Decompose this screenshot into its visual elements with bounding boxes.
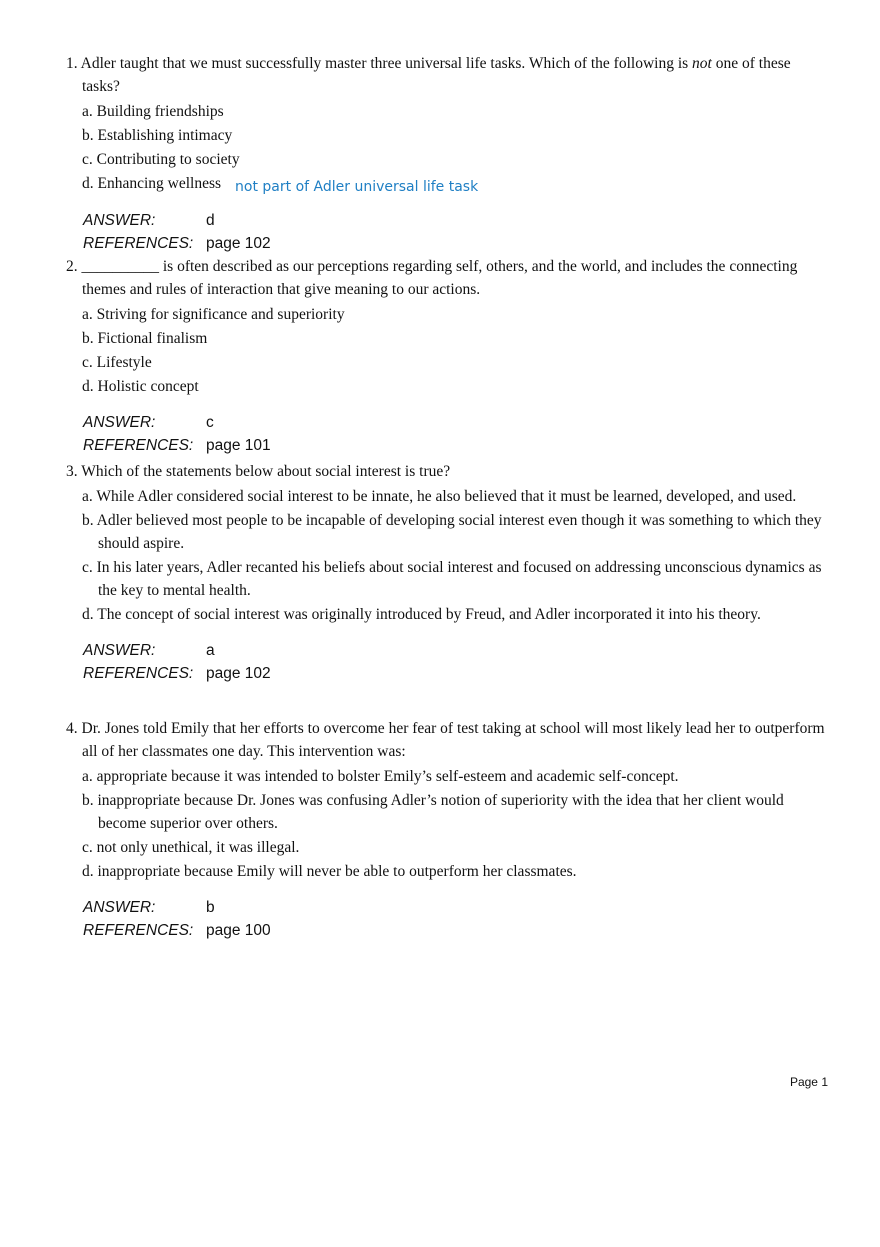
option-letter: c. xyxy=(82,559,93,576)
answer-label: ANSWER: xyxy=(83,899,156,916)
option-letter: d. xyxy=(82,863,94,880)
option-text: The concept of social interest was originally introduced by Freud, and Adler incorporated it into his theory. xyxy=(97,606,761,623)
option-text: inappropriate because Dr. Jones was confusing Adler’s notion of superiority with the idea that her client would become superior over others. xyxy=(97,792,784,832)
stem-emphasis: not xyxy=(692,55,712,72)
options-list xyxy=(66,100,826,196)
option-text: not only unethical, it was illegal. xyxy=(96,839,300,856)
option-d xyxy=(66,172,826,196)
page-number: Page 1 xyxy=(789,1075,828,1089)
option-c xyxy=(66,836,826,859)
question-number: 1. xyxy=(66,55,78,72)
question-2 xyxy=(66,255,826,457)
option-text: Adler believed most people to be incapable of developing social interest even though it was something to which they should aspire. xyxy=(96,512,822,552)
option-d xyxy=(66,860,826,883)
options-list xyxy=(66,485,826,626)
answer-block xyxy=(66,209,826,255)
option-letter: b. xyxy=(82,330,94,347)
option-a xyxy=(66,485,826,508)
annotation-note: not part of Adler universal life task xyxy=(235,179,479,195)
references-label: REFERENCES: xyxy=(83,665,194,682)
option-letter: b. xyxy=(82,127,94,144)
answer-label: ANSWER: xyxy=(83,642,156,659)
option-letter: d. xyxy=(82,175,94,192)
option-c xyxy=(66,148,826,171)
option-d xyxy=(66,603,826,626)
references-value: page 102 xyxy=(206,665,271,682)
answer-block xyxy=(66,639,826,685)
answer-label: ANSWER: xyxy=(83,212,156,229)
option-letter: a. xyxy=(82,768,93,785)
answer-value: c xyxy=(206,414,214,431)
references-value: page 100 xyxy=(206,922,271,939)
option-a xyxy=(66,303,826,326)
question-stem xyxy=(66,717,826,763)
answer-value: d xyxy=(206,212,215,229)
options-list xyxy=(66,765,826,883)
option-text: Striving for significance and superiority xyxy=(96,306,345,323)
question-number: 2. xyxy=(66,258,78,275)
stem-text: __________ is often described as our perceptions regarding self, others, and the world, and includes the connecting themes and rules of interaction that give meaning to our actions. xyxy=(81,258,798,298)
option-letter: a. xyxy=(82,488,93,505)
option-c xyxy=(66,556,826,602)
option-text: Holistic concept xyxy=(97,378,199,395)
option-text: In his later years, Adler recanted his beliefs about social interest and focused on addressing unconscious dynamics as the key to mental health. xyxy=(96,559,822,599)
question-stem xyxy=(66,52,826,98)
answer-label: ANSWER: xyxy=(83,414,156,431)
option-text: Establishing intimacy xyxy=(97,127,233,144)
option-letter: b. xyxy=(82,792,94,809)
option-a xyxy=(66,765,826,788)
references-label: REFERENCES: xyxy=(83,437,194,454)
answer-block xyxy=(66,896,826,942)
question-3 xyxy=(66,460,826,685)
option-b xyxy=(66,327,826,350)
option-d xyxy=(66,375,826,398)
stem-text: Which of the statements below about social interest is true? xyxy=(81,463,451,480)
option-b xyxy=(66,509,826,555)
option-a xyxy=(66,100,826,123)
option-letter: a. xyxy=(82,103,93,120)
option-c xyxy=(66,351,826,374)
option-b xyxy=(66,124,826,147)
answer-value: b xyxy=(206,899,215,916)
references-value: page 101 xyxy=(206,437,271,454)
option-letter: d. xyxy=(82,378,94,395)
option-text: While Adler considered social interest to be innate, he also believed that it must be learned, developed, and used. xyxy=(96,488,797,505)
option-letter: a. xyxy=(82,306,93,323)
question-1 xyxy=(66,52,826,255)
option-text: Fictional finalism xyxy=(97,330,208,347)
option-letter: c. xyxy=(82,151,93,168)
references-label: REFERENCES: xyxy=(83,235,194,252)
question-stem xyxy=(66,255,826,301)
stem-text: Adler taught that we must successfully master three universal life tasks. Which of the following is xyxy=(80,55,693,72)
option-b xyxy=(66,789,826,835)
options-list xyxy=(66,303,826,398)
option-letter: c. xyxy=(82,839,93,856)
answer-value: a xyxy=(206,642,215,659)
option-text: Contributing to society xyxy=(96,151,240,168)
references-label: REFERENCES: xyxy=(83,922,194,939)
question-4 xyxy=(66,717,826,942)
option-letter: b. xyxy=(82,512,94,529)
option-text: Enhancing wellness xyxy=(97,175,222,192)
stem-text-end: one of these tasks? xyxy=(82,55,791,95)
question-number: 3. xyxy=(66,463,78,480)
option-text: inappropriate because Emily will never be able to outperform her classmates. xyxy=(97,863,577,880)
references-value: page 102 xyxy=(206,235,271,252)
option-text: Lifestyle xyxy=(96,354,152,371)
option-text: appropriate because it was intended to bolster Emily’s self-esteem and academic self-concept. xyxy=(96,768,679,785)
answer-block xyxy=(66,411,826,457)
option-letter: c. xyxy=(82,354,93,371)
option-letter: d. xyxy=(82,606,94,623)
stem-text: Dr. Jones told Emily that her efforts to overcome her fear of test taking at school will most likely lead her to outperform all of her classmates one day. This intervention was: xyxy=(81,720,825,760)
question-stem xyxy=(66,460,826,483)
question-number: 4. xyxy=(66,720,78,737)
option-text: Building friendships xyxy=(96,103,224,120)
